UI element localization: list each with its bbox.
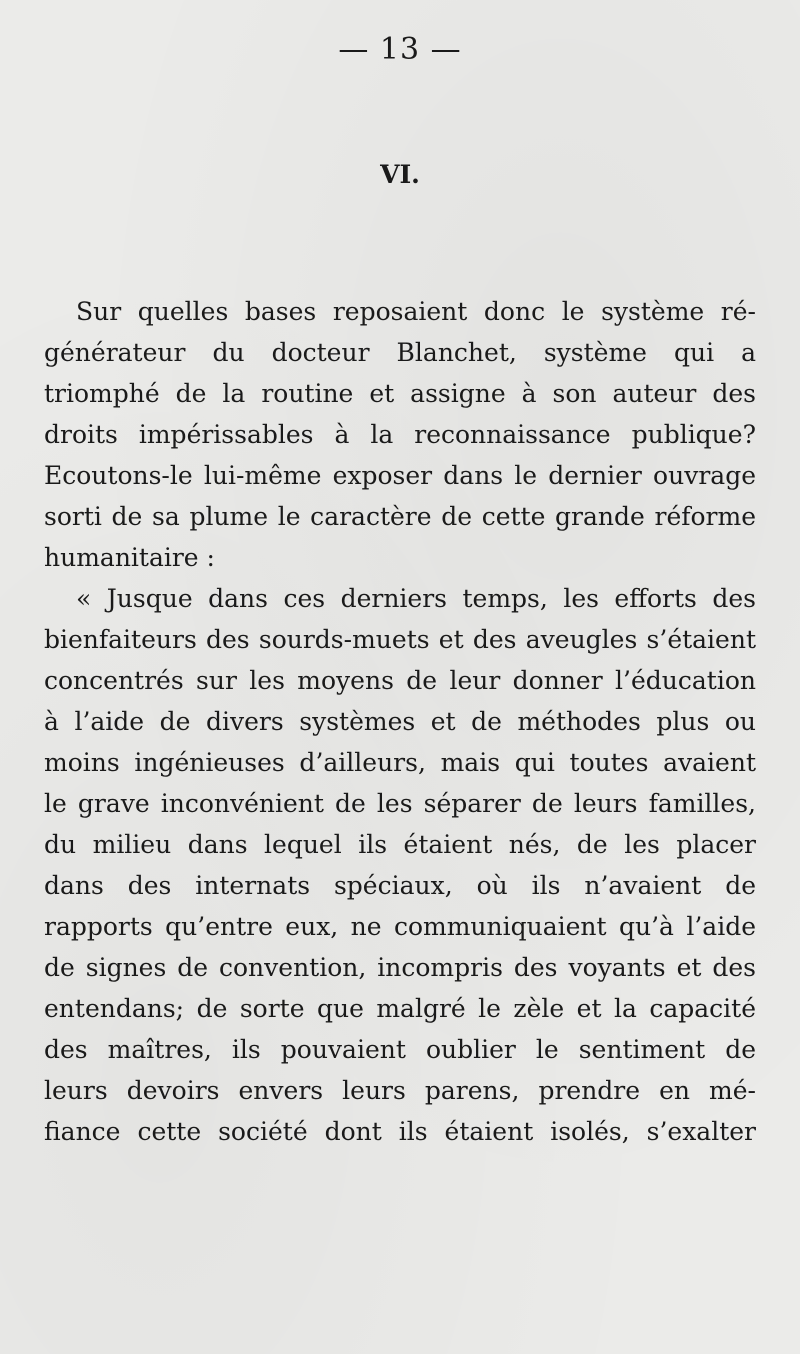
text-line: le grave inconvénient de les séparer de leurs familles, xyxy=(44,789,756,818)
text-line: triomphé de la routine et assigne à son auteur des xyxy=(44,379,756,408)
text-line: rapports qu’entre eux, ne communiquaient qu’à l’aide xyxy=(44,912,756,941)
text-line: fiance cette société dont ils étaient isolés, s’exalter xyxy=(44,1117,756,1146)
text-line: dans des internats spéciaux, où ils n’avaient de xyxy=(44,871,756,900)
text-line: Sur quelles bases reposaient donc le système ré- xyxy=(76,297,756,326)
body-text xyxy=(44,291,756,1152)
section-heading: VI. xyxy=(380,160,420,189)
text-line: droits impérissables à la reconnaissance publique? xyxy=(44,420,756,449)
text-line: du milieu dans lequel ils étaient nés, de les placer xyxy=(44,830,756,859)
text-line: des maîtres, ils pouvaient oublier le sentiment de xyxy=(44,1035,756,1064)
page-number: — 13 — xyxy=(338,32,462,67)
text-line: sorti de sa plume le caractère de cette grande réforme xyxy=(44,502,756,531)
text-line: générateur du docteur Blanchet, système qui a xyxy=(44,338,756,367)
text-line: Ecoutons-le lui-même exposer dans le dernier ouvrage xyxy=(44,461,756,490)
text-line: leurs devoirs envers leurs parens, prendre en mé- xyxy=(44,1076,756,1105)
text-line: bienfaiteurs des sourds-muets et des aveugles s’étaient xyxy=(44,625,756,654)
text-line: entendans; de sorte que malgré le zèle et la capacité xyxy=(44,994,756,1023)
text-line: moins ingénieuses d’ailleurs, mais qui toutes avaient xyxy=(44,748,756,777)
text-line: humanitaire : xyxy=(44,543,215,572)
text-line: concentrés sur les moyens de leur donner l’éducation xyxy=(44,666,756,695)
text-line: « Jusque dans ces derniers temps, les efforts des xyxy=(76,584,756,613)
text-line: à l’aide de divers systèmes et de méthodes plus ou xyxy=(44,707,756,736)
text-line: de signes de convention, incompris des voyants et des xyxy=(44,953,756,982)
